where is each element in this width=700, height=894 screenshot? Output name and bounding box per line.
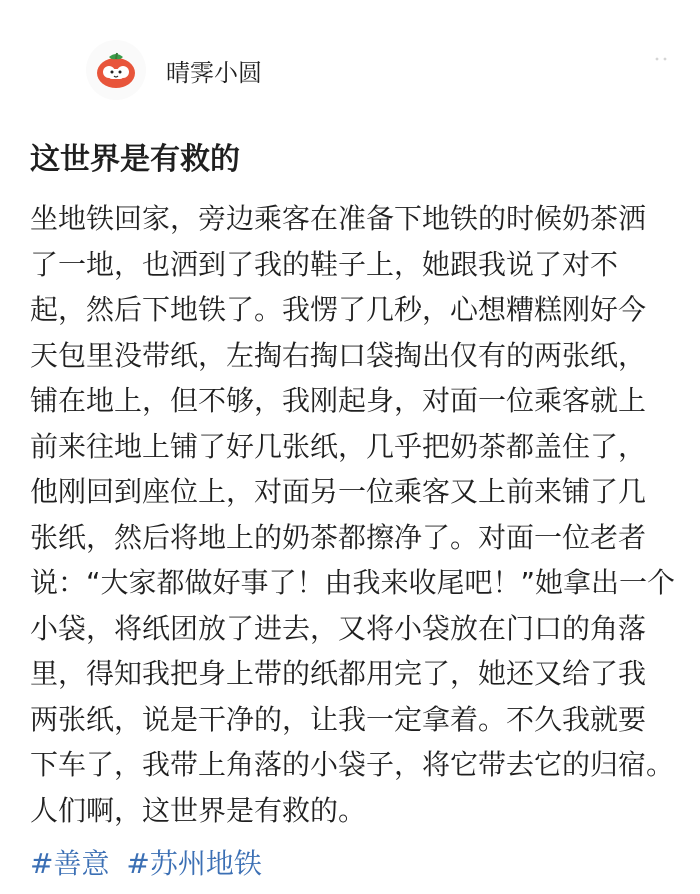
body-line: 下车了，我带上角落的小袋子，将它带去它的归宿。 xyxy=(30,748,675,781)
body-line: 张纸，然后将地上的奶茶都擦净了。对面一位老者 xyxy=(30,520,647,554)
post-header xyxy=(86,40,262,100)
body-line: 他刚回到座位上，对面另一位乘客又上前来铺了几 xyxy=(30,475,647,508)
body-line: 说：“大家都做好事了！由我来收尾吧！”她拿出一个 xyxy=(30,566,676,599)
post-body xyxy=(30,196,692,833)
body-line: 人们啊，这世界是有救的。 xyxy=(30,793,367,827)
post-title: 这世界是有救的 xyxy=(30,142,240,177)
body-line: 里，得知我把身上带的纸都用完了，她还又给了我 xyxy=(30,657,647,690)
body-line: 了一地，也洒到了我的鞋子上，她跟我说了对不 xyxy=(30,247,619,281)
body-line: 小袋，将纸团放了进去，又将小袋放在门口的角落 xyxy=(30,611,647,645)
body-line: 天包里没带纸，左掏右掏口袋掏出仅有的两张纸， xyxy=(30,338,647,372)
hashtag-kindness[interactable]: #善意 xyxy=(30,847,110,880)
body-line: 坐地铁回家，旁边乘客在准备下地铁的时候奶茶洒 xyxy=(30,202,647,235)
more-dots-icon[interactable] xyxy=(654,56,668,66)
body-line: 两张纸，说是干净的，让我一定拿着。不久我就要 xyxy=(30,702,647,736)
author-name[interactable]: 晴霁小圆 xyxy=(166,58,262,87)
body-line: 铺在地上，但不够，我刚起身，对面一位乘客就上 xyxy=(30,384,647,417)
hashtag-list xyxy=(30,842,270,886)
body-line: 起，然后下地铁了。我愣了几秒，心想糟糕刚好今 xyxy=(30,293,647,326)
avatar[interactable] xyxy=(86,40,146,100)
hashtag-suzhou-metro[interactable]: #苏州地铁 xyxy=(126,847,262,880)
body-line: 前来往地上铺了好几张纸，几乎把奶茶都盖住了， xyxy=(30,429,647,463)
tomato-avatar-icon xyxy=(93,47,139,93)
